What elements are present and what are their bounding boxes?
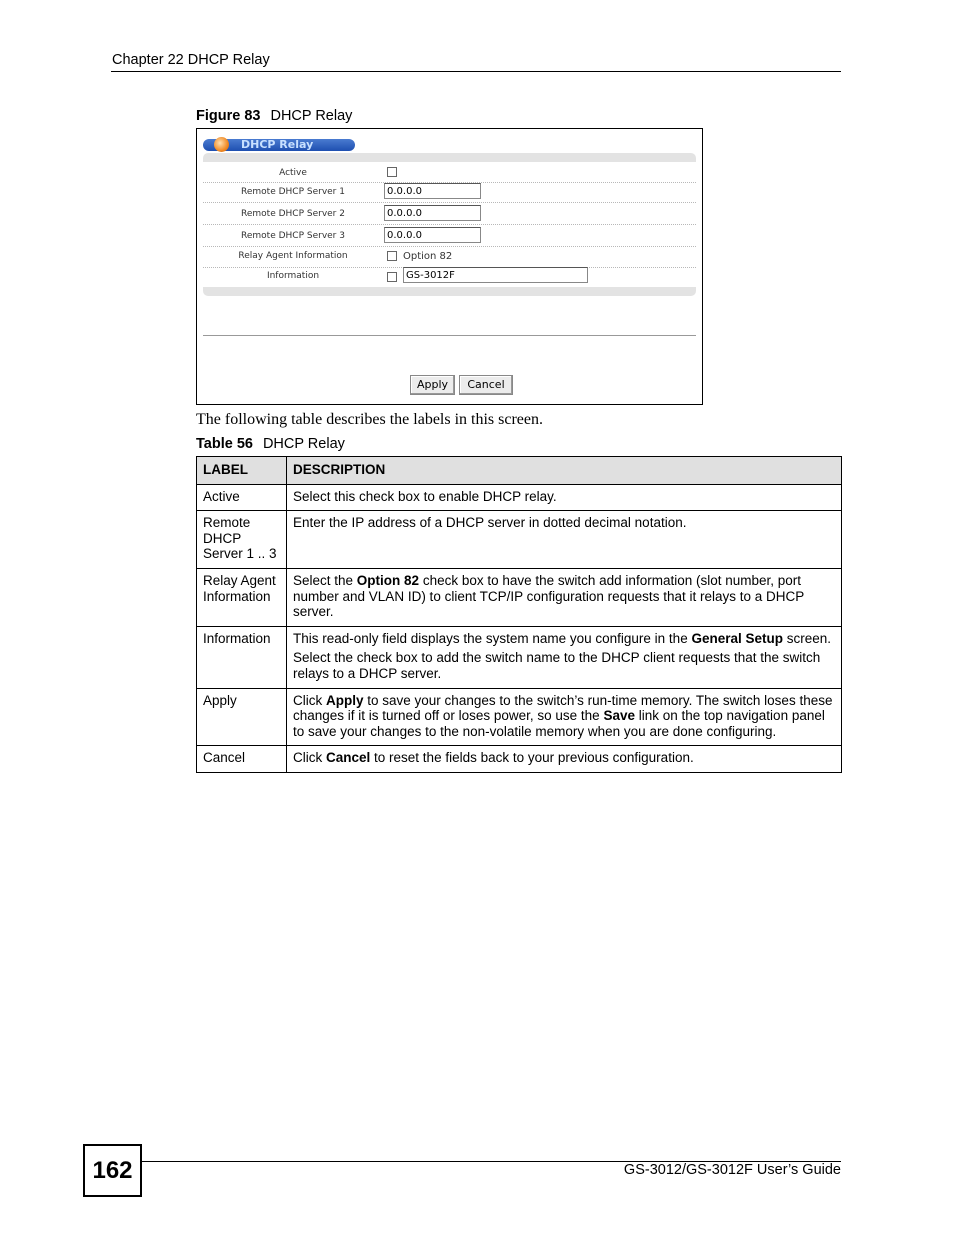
row-label: Relay Agent Information: [197, 568, 287, 626]
table-header-row: [197, 457, 842, 485]
apply-button[interactable]: Apply: [410, 375, 455, 395]
dhcp-relay-screenshot: [196, 128, 703, 405]
row-description: This read-only field displays the system name you configure in the General Setup screen. Select the check box to add the switch name to the DHCP client requests that the switch relays to a DHCP server.: [287, 626, 842, 688]
figure-title: DHCP Relay: [270, 108, 353, 124]
information-input: GS-3012F: [403, 267, 588, 283]
server1-label: Remote DHCP Server 1: [241, 187, 345, 197]
table-row: [197, 484, 842, 511]
information-label: Information: [266, 271, 320, 281]
figure-caption: [196, 108, 352, 124]
option82-label: Option 82: [403, 251, 453, 262]
row-label: Active: [197, 484, 287, 511]
row-label: Apply: [197, 688, 287, 746]
page-number: 162: [83, 1144, 142, 1197]
table-row: [197, 568, 842, 626]
form-row-active: [203, 162, 696, 183]
form-row-server1: [203, 182, 696, 203]
intro-paragraph: The following table describes the labels in this screen.: [196, 411, 544, 428]
table-row: [197, 746, 842, 773]
form-row-relay-agent: [203, 247, 696, 268]
table-caption: [196, 436, 345, 452]
table-row: [197, 688, 842, 746]
row-label: Remote DHCP Server 1 .. 3: [197, 511, 287, 569]
form-divider: [203, 335, 696, 336]
figure-label: Figure 83: [196, 108, 261, 124]
label-description-table: [196, 456, 842, 773]
server3-input[interactable]: 0.0.0.0: [384, 227, 481, 243]
form-row-server3: [203, 226, 696, 247]
server3-label: Remote DHCP Server 3: [241, 231, 345, 241]
header-divider: [111, 71, 841, 72]
row-description: Select the Option 82 check box to have the switch add information (slot number, port number and VLAN ID) to client TCP/IP configuration requests that it relays to a DHCP server.: [287, 568, 842, 626]
row-description: Select this check box to enable DHCP relay.: [287, 484, 842, 511]
row-description: Click Apply to save your changes to the switch’s run-time memory. The switch loses these changes if it is turned off or loses power, so use the Save link on the top navigation panel to save your changes to the non-volatile memory when you are done configuring.: [287, 688, 842, 746]
server2-input[interactable]: 0.0.0.0: [384, 205, 481, 221]
orange-orb-icon: [214, 137, 229, 152]
row-label: Cancel: [197, 746, 287, 773]
relay-agent-label: Relay Agent Information: [238, 251, 348, 261]
table-title: DHCP Relay: [262, 436, 345, 452]
table-row: [197, 511, 842, 569]
server1-input[interactable]: 0.0.0.0: [384, 183, 481, 199]
description-header: DESCRIPTION: [287, 457, 842, 485]
chapter-title: Chapter 22 DHCP Relay: [112, 52, 270, 68]
form-bottom-band: [203, 287, 696, 296]
table-row: [197, 626, 842, 688]
server2-label: Remote DHCP Server 2: [241, 209, 345, 219]
table-label: Table 56: [196, 436, 253, 452]
screen-title: DHCP Relay: [241, 138, 314, 151]
active-checkbox[interactable]: [387, 167, 397, 177]
row-label: Information: [197, 626, 287, 688]
guide-title: GS-3012/GS-3012F User’s Guide: [623, 1162, 841, 1178]
row-description: Click Cancel to reset the fields back to your previous configuration.: [287, 746, 842, 773]
row-description: Enter the IP address of a DHCP server in dotted decimal notation.: [287, 511, 842, 569]
form-row-information: [203, 267, 696, 287]
information-checkbox[interactable]: [387, 272, 397, 282]
active-label: Active: [279, 168, 307, 178]
form-top-band: [203, 153, 696, 162]
option82-checkbox[interactable]: [387, 251, 397, 261]
form-row-server2: [203, 204, 696, 225]
cancel-button[interactable]: Cancel: [459, 375, 513, 395]
label-header: LABEL: [197, 457, 287, 485]
